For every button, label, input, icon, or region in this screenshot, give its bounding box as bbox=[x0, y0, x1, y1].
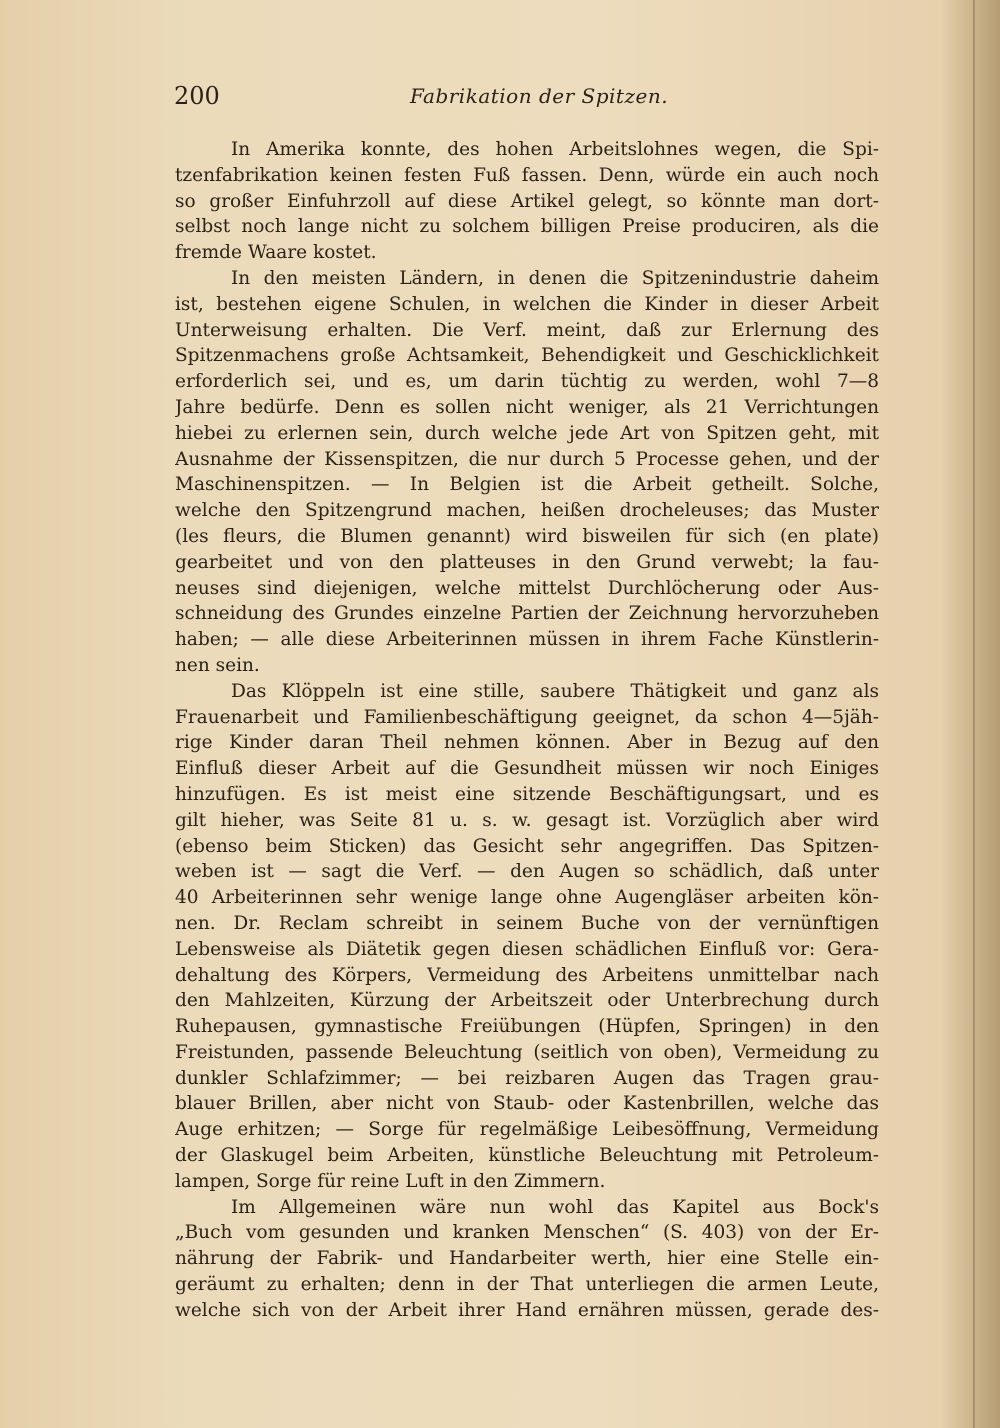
text-line: Im Allgemeinen wäre nun wohl das Kapitel aus Bock's bbox=[231, 1196, 879, 1218]
text-line: haben; — alle diese Arbeiterinnen müssen in ihrem Fache Künstlerin- bbox=[175, 629, 879, 651]
text-line: blauer Brillen, aber nicht von Staub- oder Kastenbrillen, welche das bbox=[175, 1093, 879, 1115]
text-line: gilt hieher, was Seite 81 u. s. w. gesagt ist. Vorzüglich aber wird bbox=[175, 809, 879, 831]
text-line: Maschinenspitzen. — In Belgien ist die Arbeit getheilt. Solche, bbox=[175, 474, 879, 496]
text-line: Auge erhitzen; — Sorge für regelmäßige Leibesöffnung, Vermeidung bbox=[175, 1119, 879, 1141]
text-line: rige Kinder daran Theil nehmen können. Aber in Bezug auf den bbox=[175, 732, 879, 754]
text-line: Frauenarbeit und Familienbeschäftigung geeignet, da schon 4—5jäh- bbox=[175, 706, 879, 728]
text-line: Unterweisung erhalten. Die Verf. meint, daß zur Erlernung des bbox=[175, 319, 879, 341]
text-line: den Mahlzeiten, Kürzung der Arbeitszeit oder Unterbrechung durch bbox=[175, 990, 879, 1012]
text-line: Lebensweise als Diätetik gegen diesen schädlichen Einfluß vor: Gera- bbox=[175, 938, 879, 960]
text-line: gearbeitet und von den platteuses in den Grund verwebt; la fau- bbox=[175, 551, 879, 573]
text-line: ist, bestehen eigene Schulen, in welchen die Kinder in dieser Arbeit bbox=[175, 293, 879, 315]
text-line: Das Klöppeln ist eine stille, saubere Thätigkeit und ganz als bbox=[231, 680, 879, 702]
text-line: Freistunden, passende Beleuchtung (seitlich von oben), Vermeidung zu bbox=[175, 1041, 879, 1063]
text-line: hiebei zu erlernen sein, durch welche jede Art von Spitzen geht, mit bbox=[175, 422, 879, 444]
text-line: neuses sind diejenigen, welche mittelst Durchlöcherung oder Aus- bbox=[175, 577, 879, 599]
text-line: geräumt zu erhalten; denn in der That unterliegen die armen Leute, bbox=[175, 1274, 879, 1296]
text-line: weben ist — sagt die Verf. — den Augen so schädlich, daß unter bbox=[175, 861, 879, 883]
text-line: Einfluß dieser Arbeit auf die Gesundheit müssen wir noch Einiges bbox=[175, 758, 879, 780]
page-number: 200 bbox=[174, 82, 220, 110]
text-line: Ruhepausen, gymnastische Freiübungen (Hüpfen, Springen) in den bbox=[175, 1016, 879, 1038]
body-text bbox=[175, 137, 879, 1324]
running-title: Fabrikation der Spitzen. bbox=[410, 84, 669, 108]
text-line: so großer Einfuhrzoll auf diese Artikel gelegt, so könnte man dort- bbox=[175, 190, 879, 212]
text-line: erforderlich sei, und es, um darin tüchtig zu werden, wohl 7—8 bbox=[175, 371, 879, 393]
text-line: (les fleurs, die Blumen genannt) wird bisweilen für sich (en plate) bbox=[175, 525, 879, 547]
text-line: dunkler Schlafzimmer; — bei reizbaren Augen das Tragen grau- bbox=[175, 1067, 879, 1089]
text-line: welche sich von der Arbeit ihrer Hand ernähren müssen, gerade des- bbox=[175, 1299, 879, 1321]
text-line: hinzufügen. Es ist meist eine sitzende Beschäftigungsart, und es bbox=[175, 783, 879, 805]
text-line: fremde Waare kostet. bbox=[175, 242, 377, 264]
text-line: Spitzenmachens große Achtsamkeit, Behendigkeit und Geschicklichkeit bbox=[175, 345, 879, 367]
text-line: Ausnahme der Kissenspitzen, die nur durch 5 Processe gehen, und der bbox=[175, 448, 879, 470]
text-line: selbst noch lange nicht zu solchem billigen Preise produciren, als die bbox=[175, 216, 879, 238]
text-line: nährung der Fabrik- und Handarbeiter werth, hier eine Stelle ein- bbox=[175, 1248, 879, 1270]
text-line: nen sein. bbox=[175, 654, 260, 676]
text-line: Jahre bedürfe. Denn es sollen nicht weniger, als 21 Verrichtungen bbox=[175, 396, 879, 418]
page-edge-shadow bbox=[973, 0, 975, 1428]
text-line: dehaltung des Körpers, Vermeidung des Arbeitens unmittelbar nach bbox=[175, 964, 879, 986]
text-line: lampen, Sorge für reine Luft in den Zimmern. bbox=[175, 1170, 606, 1192]
text-line: (ebenso beim Sticken) das Gesicht sehr angegriffen. Das Spitzen- bbox=[175, 835, 879, 857]
text-line: In Amerika konnte, des hohen Arbeitslohnes wegen, die Spi- bbox=[231, 139, 879, 160]
text-line: nen. Dr. Reclam schreibt in seinem Buche von der vernünftigen bbox=[175, 912, 879, 934]
text-line: tzenfabrikation keinen festen Fuß fassen. Denn, würde ein auch noch bbox=[175, 164, 879, 186]
page-header bbox=[174, 82, 880, 112]
text-line: 40 Arbeiterinnen sehr wenige lange ohne Augengläser arbeiten kön- bbox=[175, 887, 879, 909]
text-line: schneidung des Grundes einzelne Partien der Zeichnung hervorzuheben bbox=[175, 603, 879, 625]
text-line: welche den Spitzengrund machen, heißen drocheleuses; das Muster bbox=[175, 500, 879, 522]
text-line: „Buch vom gesunden und kranken Menschen“ (S. 403) von der Er- bbox=[175, 1222, 879, 1244]
text-line: der Glaskugel beim Arbeiten, künstliche Beleuchtung mit Petroleum- bbox=[175, 1145, 879, 1167]
text-line: In den meisten Ländern, in denen die Spitzenindustrie daheim bbox=[231, 267, 879, 289]
